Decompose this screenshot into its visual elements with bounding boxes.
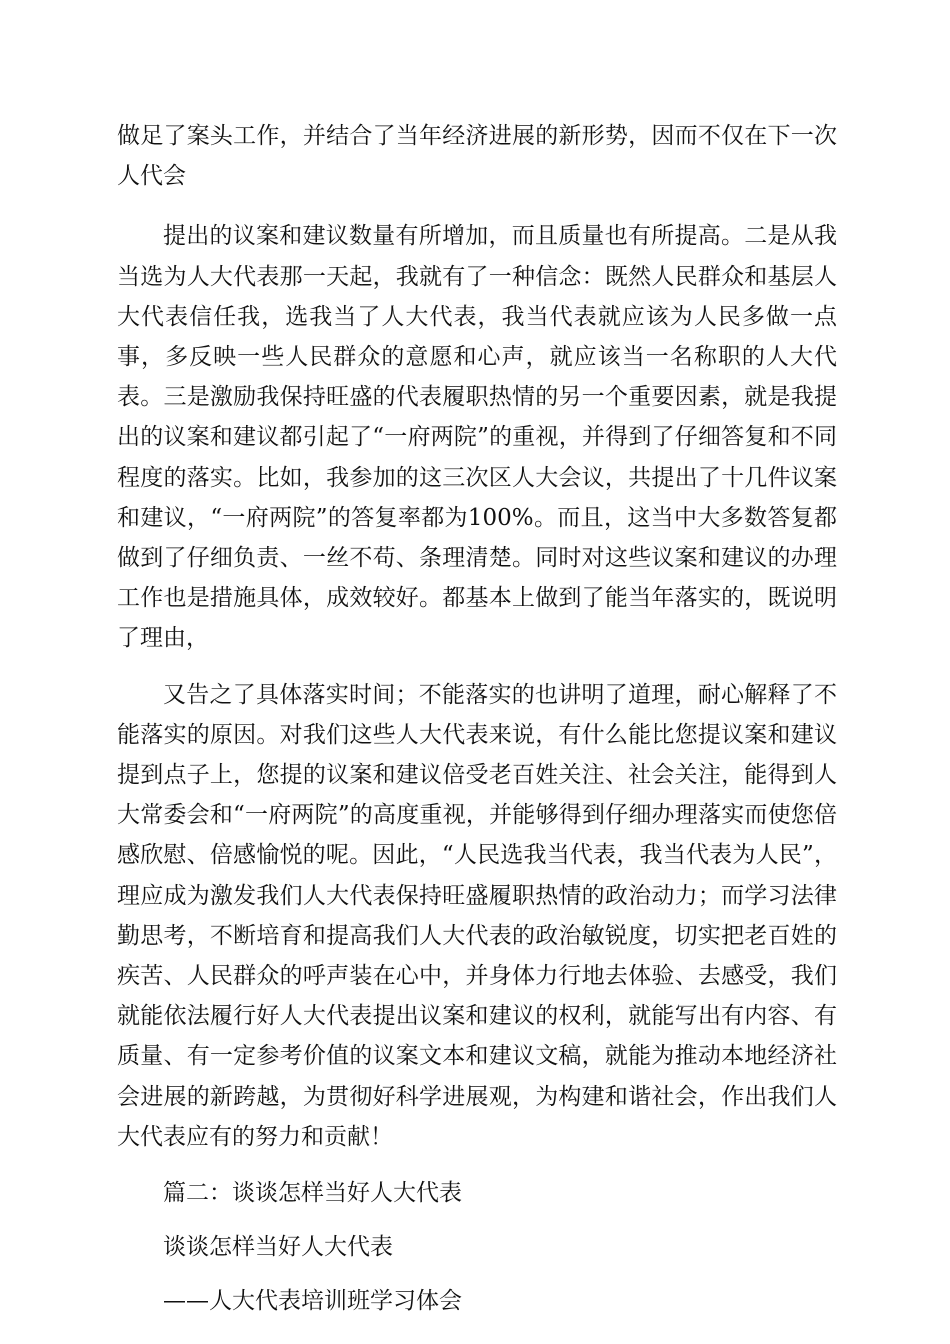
document-page [117,116,837,1322]
article-subtitle: ——人大代表培训班学习体会 [163,1288,462,1315]
paragraph-body-1: 提出的议案和建议数量有所增加，而且质量也有所提高。二是从我当选为人大代表那一天起，我就有了一种信念：既然人民群众和基层人大代表信任我，选我当了人大代表，我当代表就应该为人民多做一点事，多反映一些人民群众的意愿和心声，就应该当一名称职的人大代表。三是激励我保持旺盛的代表履职热情的另一个重要因素，就是我提出的议案和建议都引起了“一府两院”的重视，并得到了仔细答复和不同程度的落实。比如，我参加的这三次区人大会议，共提出了十几件议案和建议，“一府两院”的答复率都为100%。而且，这当中大多数答复都做到了仔细负责、一丝不苟、条理清楚。同时对这些议案和建议的办理工作也是措施具体，成效较好。都基本上做到了能当年落实的，既说明了理由， [117,223,837,652]
paragraph-body-2: 又告之了具体落实时间；不能落实的也讲明了道理，耐心解释了不能落实的原因。对我们这些人大代表来说，有什么能比您提议案和建议提到点子上，您提的议案和建议倍受老百姓关注、社会关注，能得到人大常委会和“一府两院”的高度重视，并能够得到仔细办理落实而使您倍感欣慰、倍感愉悦的呢。因此，“人民选我当代表，我当代表为人民”，理应成为激发我们人大代表保持旺盛履职热情的政治动力；而学习法律勤思考，不断培育和提高我们人大代表的政治敏锐度，切实把老百姓的疾苦、人民群众的呼声装在心中，并身体力行地去体验、去感受，我们就能依法履行好人大代表提出议案和建议的权利，就能写出有内容、有质量、有一定参考价值的议案文本和建议文稿，就能为推动本地经济社会进展的新跨越，为贯彻好科学进展观，为构建和谐社会，作出我们人大代表应有的努力和贡献！ [117,681,837,1150]
section-heading: 篇二：谈谈怎样当好人大代表 [163,1180,462,1207]
paragraph-continuation: 做足了案头工作，并结合了当年经济进展的新形势，因而不仅在下一次人代会 [117,123,837,190]
article-title: 谈谈怎样当好人大代表 [163,1234,393,1261]
